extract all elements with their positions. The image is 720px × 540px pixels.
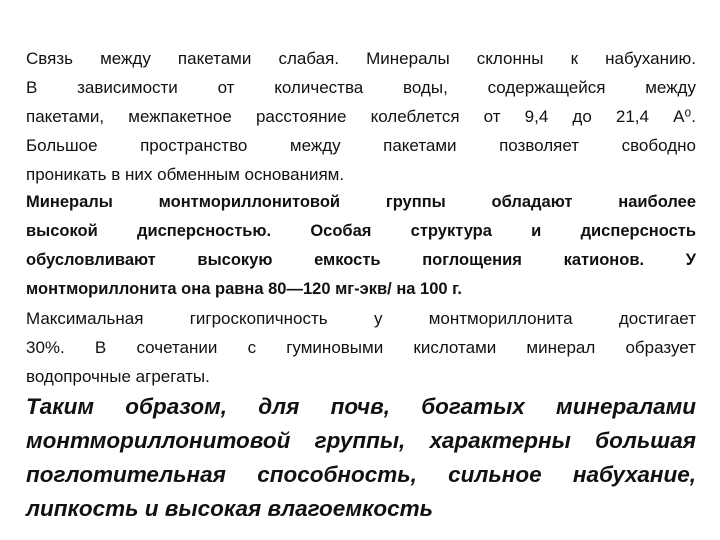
word: 9,4 bbox=[524, 107, 549, 126]
word: у bbox=[373, 309, 383, 328]
text-line bbox=[26, 44, 696, 73]
word: гуминовыми bbox=[286, 338, 384, 357]
paragraph-conclusion bbox=[26, 390, 696, 526]
text-line bbox=[26, 304, 696, 333]
word: образом, bbox=[125, 394, 228, 419]
word: Минералы bbox=[366, 49, 450, 68]
text-line bbox=[26, 390, 696, 424]
word: наиболее bbox=[618, 193, 696, 211]
text-line bbox=[26, 333, 696, 362]
text-line bbox=[26, 73, 696, 102]
word: от bbox=[483, 107, 501, 126]
word: Большое bbox=[26, 136, 98, 155]
word: содержащейся bbox=[487, 78, 606, 97]
word: монтмориллонита bbox=[428, 309, 573, 328]
paragraph-hygroscopicity bbox=[26, 304, 696, 391]
text-line bbox=[26, 102, 696, 131]
word: высокую bbox=[197, 251, 273, 269]
word: пакетами bbox=[177, 49, 252, 68]
word: Минералы bbox=[26, 193, 113, 211]
word: 30%. bbox=[26, 338, 65, 357]
word: сочетании bbox=[136, 338, 218, 357]
word: монтмориллонитовой bbox=[26, 428, 291, 453]
word: большая bbox=[595, 428, 696, 453]
word: свободно bbox=[621, 136, 696, 155]
word: монтмориллонитовой bbox=[158, 193, 341, 211]
text-line bbox=[26, 246, 696, 275]
word: гигроскопичность bbox=[189, 309, 328, 328]
word: поглотительная bbox=[26, 462, 226, 487]
text-line bbox=[26, 131, 696, 160]
word: группы bbox=[385, 193, 446, 211]
word: склонны bbox=[476, 49, 544, 68]
word: катионов. bbox=[563, 251, 645, 269]
word: Таким bbox=[26, 394, 95, 419]
line-text: монтмориллонита она равна 80—120 мг-экв/ на 100 г. bbox=[26, 280, 462, 298]
word: достигает bbox=[618, 309, 696, 328]
word: между bbox=[289, 136, 341, 155]
word: колеблется bbox=[370, 107, 460, 126]
word: В bbox=[94, 338, 107, 357]
word: Связь bbox=[26, 49, 73, 68]
text-line bbox=[26, 160, 696, 189]
line-text: липкость и высокая влагоемкость bbox=[26, 496, 433, 521]
word: характерны bbox=[429, 428, 571, 453]
word: минерал bbox=[526, 338, 596, 357]
word: зависимости bbox=[77, 78, 178, 97]
word: расстояние bbox=[255, 107, 347, 126]
word: емкость bbox=[314, 251, 381, 269]
word: группы, bbox=[314, 428, 406, 453]
word: Максимальная bbox=[26, 309, 144, 328]
word: для bbox=[258, 394, 300, 419]
word: обладают bbox=[491, 193, 573, 211]
word: с bbox=[247, 338, 257, 357]
word: высокой bbox=[26, 222, 98, 240]
word: пакетами, bbox=[26, 107, 105, 126]
word: от bbox=[217, 78, 235, 97]
word: между bbox=[100, 49, 151, 68]
text-line bbox=[26, 217, 696, 246]
line-text: водопрочные агрегаты. bbox=[26, 367, 210, 386]
word: В bbox=[26, 78, 38, 97]
paragraph-dispersion bbox=[26, 188, 696, 304]
word: и bbox=[531, 222, 542, 240]
word: воды, bbox=[403, 78, 448, 97]
word: слабая. bbox=[278, 49, 340, 68]
word: между bbox=[645, 78, 696, 97]
word: структура bbox=[410, 222, 492, 240]
word: богатых bbox=[421, 394, 525, 419]
word: A⁰. bbox=[673, 107, 696, 126]
word: почв, bbox=[330, 394, 390, 419]
word: набуханию. bbox=[605, 49, 696, 68]
word: пространство bbox=[140, 136, 248, 155]
line-text: проникать в них обменным основаниям. bbox=[26, 165, 345, 184]
word: поглощения bbox=[422, 251, 522, 269]
word: до bbox=[572, 107, 592, 126]
text-line bbox=[26, 188, 696, 217]
word: количества bbox=[274, 78, 364, 97]
text-line bbox=[26, 362, 696, 391]
word: дисперсностью. bbox=[137, 222, 272, 240]
word: Особая bbox=[310, 222, 372, 240]
word: пакетами bbox=[383, 136, 457, 155]
word: сильное bbox=[448, 462, 542, 487]
paragraph-swelling bbox=[26, 44, 696, 189]
text-line bbox=[26, 275, 696, 304]
word: обусловливают bbox=[26, 251, 156, 269]
text-line bbox=[26, 492, 696, 526]
word: набухание, bbox=[572, 462, 696, 487]
text-line bbox=[26, 458, 696, 492]
word: образует bbox=[625, 338, 696, 357]
word: кислотами bbox=[413, 338, 497, 357]
word: межпакетное bbox=[128, 107, 232, 126]
word: к bbox=[570, 49, 579, 68]
word: 21,4 bbox=[615, 107, 649, 126]
word: минералами bbox=[556, 394, 696, 419]
word: дисперсность bbox=[580, 222, 696, 240]
word: позволяет bbox=[499, 136, 580, 155]
word: У bbox=[685, 251, 696, 269]
word: способность, bbox=[257, 462, 417, 487]
text-line bbox=[26, 424, 696, 458]
